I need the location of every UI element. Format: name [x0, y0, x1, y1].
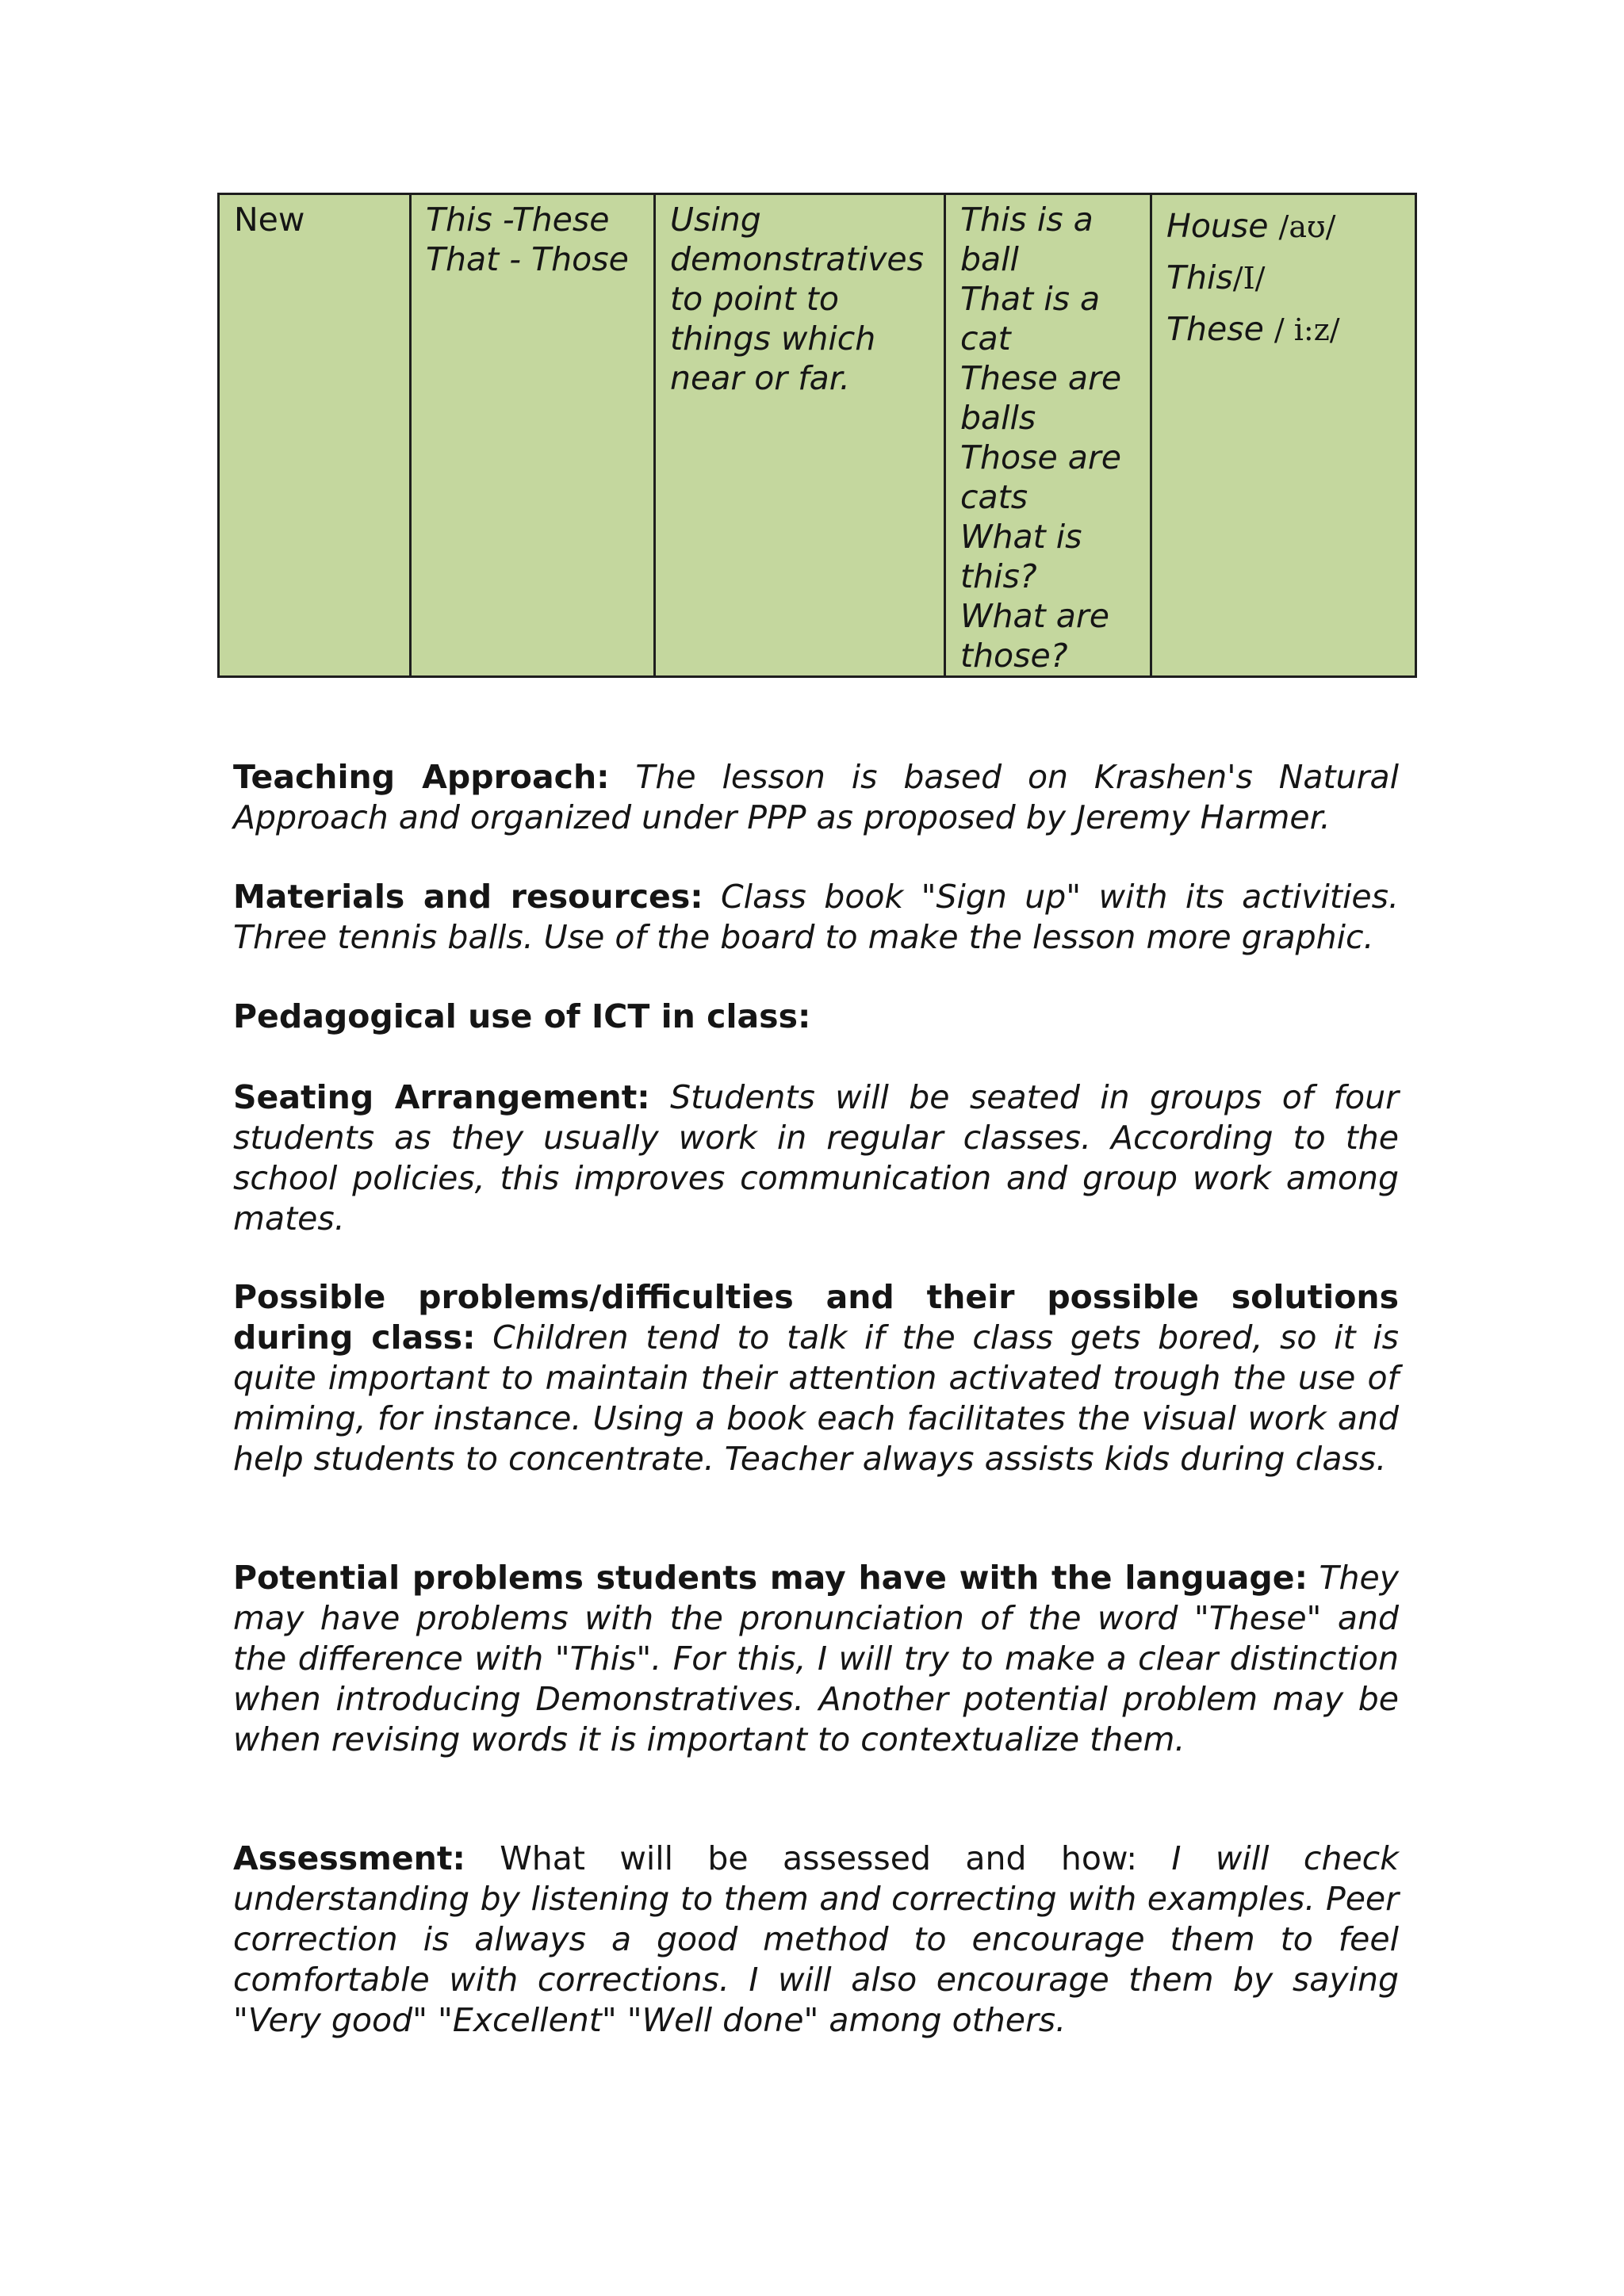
pronunciation-line — [1166, 201, 1400, 251]
lesson-table — [217, 193, 1417, 678]
section-heading: Pedagogical use of ICT in class: — [233, 997, 811, 1035]
section-heading: Materials and resources: — [233, 878, 703, 916]
pronunciation-ipa: / i:z/ — [1274, 312, 1340, 347]
section-heading: Assessment: — [233, 1839, 465, 1877]
materials-section — [233, 877, 1399, 958]
status-cell — [219, 194, 411, 677]
pronunciation-cell — [1151, 194, 1416, 677]
structure-line: This -These — [426, 201, 610, 239]
function-line: things which — [670, 320, 876, 358]
section-heading: Possible problems/difficulties and their possible solutions during class: — [233, 1278, 1399, 1357]
section-heading: Teaching Approach: — [233, 758, 610, 796]
section-text: They may have problems with the pronunciation of the word "These" and the difference with "This". For this, I will try to make a clear distinction when introducing Demonstratives. Another potential problem may be when revising words it is important to contextualize them. — [233, 1559, 1399, 1758]
assessment-lead: What will be assessed and how: — [500, 1839, 1138, 1877]
section-text: Children tend to talk if the class gets bored, so it is quite important to maintain their attention activated trough the use of miming, for instance. Using a book each facilitates the visual work and help students to concentrate. Teacher always assists kids during class. — [233, 1318, 1399, 1478]
function-line: demonstratives — [670, 240, 924, 278]
status-text: New — [234, 201, 305, 239]
section-text: I will check understanding by listening to them and correcting with examples. Peer correction is always a good method to encourage them to feel comfortable with corrections. I will also encourage them by saying "Very good" "Excellent" "Well done" among others. — [233, 1839, 1399, 2039]
example-line: cats — [960, 478, 1028, 516]
example-line: cat — [960, 320, 1011, 358]
example-line: balls — [960, 399, 1036, 437]
pronunciation-word: This — [1166, 258, 1233, 297]
example-line: This is a — [960, 201, 1094, 239]
section-heading: Potential problems students may have with the language: — [233, 1559, 1308, 1597]
pronunciation-line — [1166, 304, 1400, 354]
function-line: to point to — [670, 280, 839, 318]
function-line: near or far. — [670, 359, 850, 397]
pronunciation-ipa: /aʊ/ — [1278, 209, 1336, 244]
structure-line: That - Those — [426, 240, 629, 278]
example-line: those? — [960, 637, 1068, 675]
example-line: this? — [960, 557, 1037, 595]
function-line: Using — [670, 201, 761, 239]
teaching-approach-section — [233, 757, 1399, 838]
pronunciation-word: House — [1166, 207, 1269, 245]
examples-cell — [945, 194, 1151, 677]
ict-section — [233, 997, 1399, 1037]
pronunciation-ipa: /I/ — [1232, 261, 1266, 296]
section-text: The lesson is based on Krashen's Natural Approach and organized under PPP as proposed by Jeremy Harmer. — [233, 758, 1399, 836]
example-line: Those are — [960, 438, 1121, 476]
table-row — [219, 194, 1416, 677]
section-text: Students will be seated in groups of four students as they usually work in regular classes. According to the school policies, this improves communication and group work among mates. — [233, 1078, 1399, 1238]
section-text: Class book "Sign up" with its activities. Three tennis balls. Use of the board to make the lesson more graphic. — [233, 878, 1399, 956]
assessment-section — [233, 1839, 1399, 2041]
possible-problems-section — [233, 1277, 1399, 1479]
example-line: What are — [960, 597, 1109, 635]
structures-cell — [411, 194, 655, 677]
example-line: What is — [960, 518, 1082, 556]
function-cell — [655, 194, 945, 677]
seating-section — [233, 1077, 1399, 1239]
language-problems-section — [233, 1558, 1399, 1760]
section-heading: Seating Arrangement: — [233, 1078, 650, 1116]
pronunciation-line — [1166, 253, 1400, 303]
example-line: That is a — [960, 280, 1101, 318]
example-line: These are — [960, 359, 1122, 397]
example-line: ball — [960, 240, 1019, 278]
pronunciation-word: These — [1166, 310, 1264, 348]
